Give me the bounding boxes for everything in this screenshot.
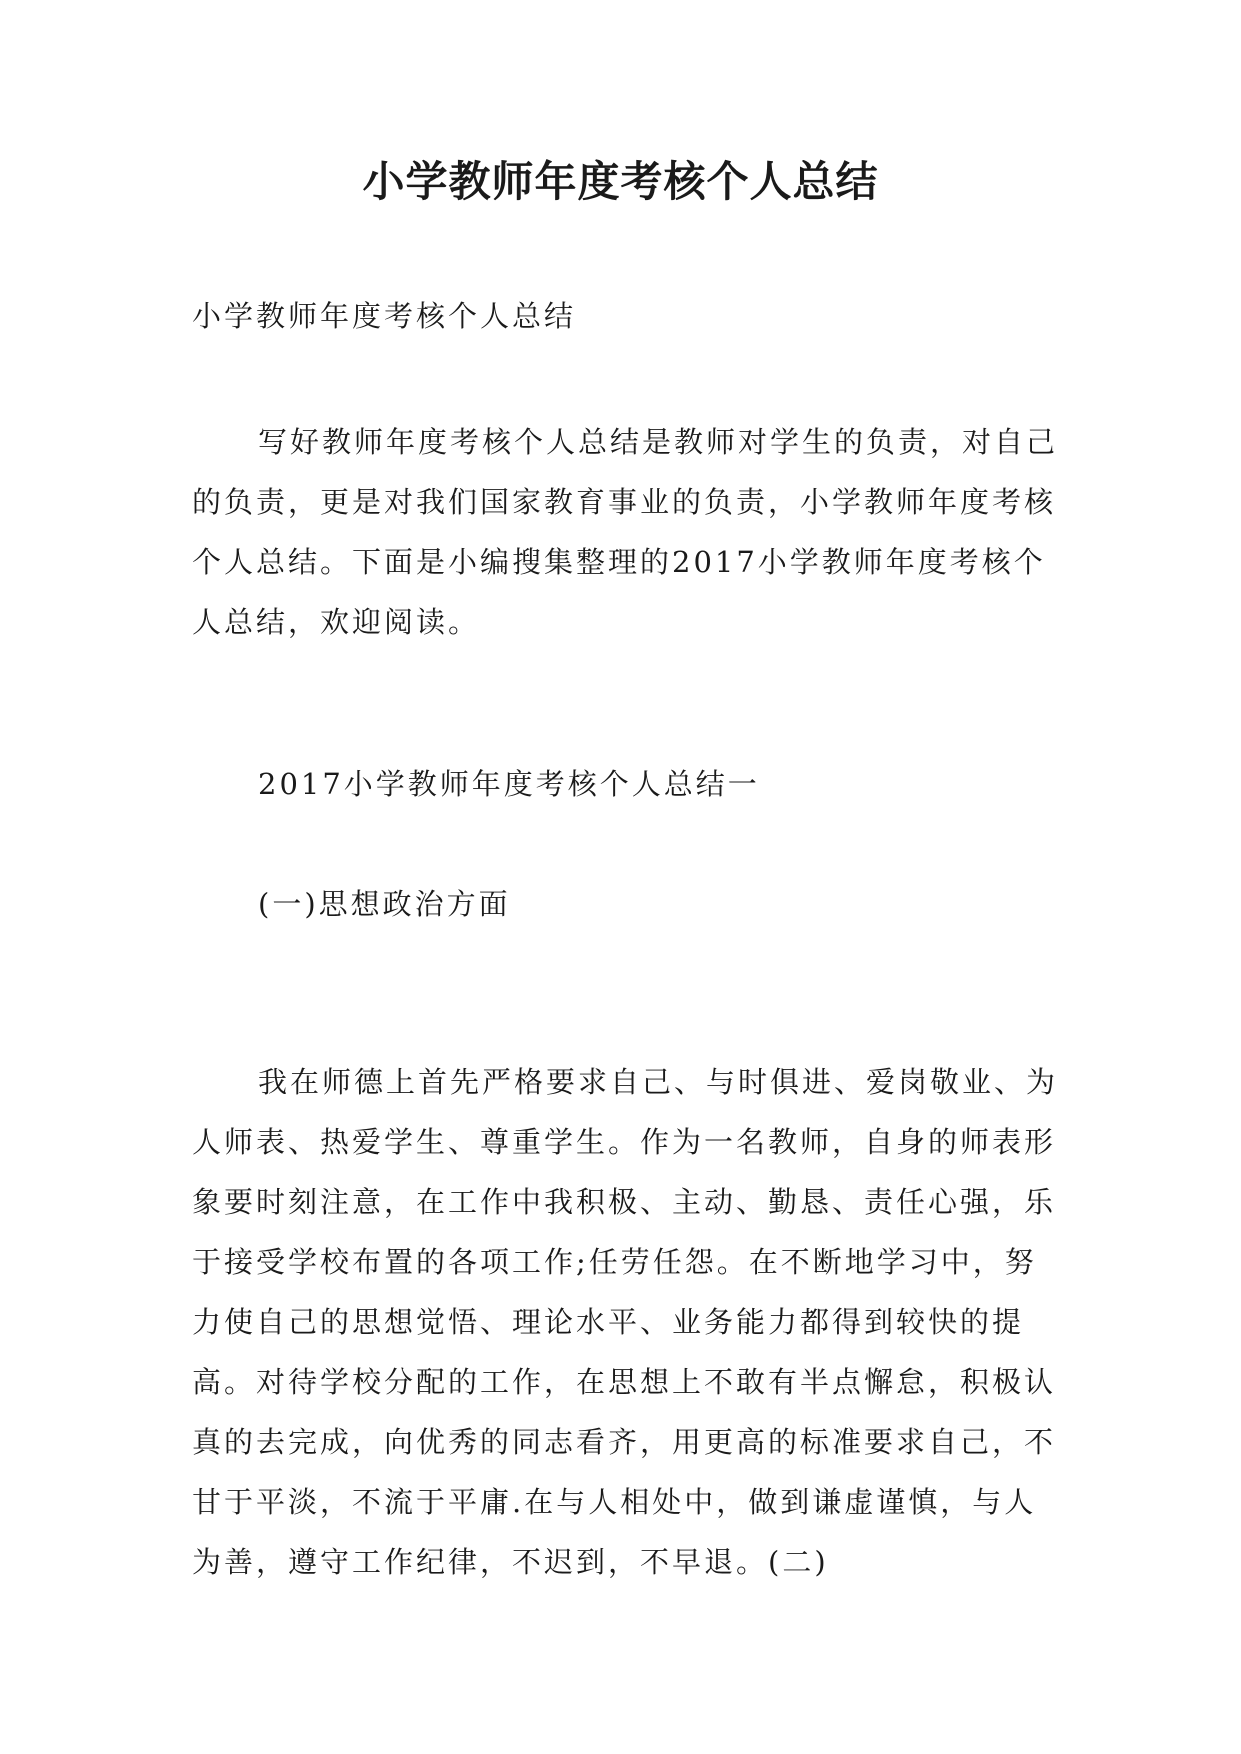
sub-heading: (一)思想政治方面 bbox=[258, 887, 511, 921]
intro-paragraph: 写好教师年度考核个人总结是教师对学生的负责，对自己的负责，更是对我们国家教育事业的负责，小学教师年度考核个人总结。下面是小编搜集整理的2017小学教师年度考核个人总结，欢迎阅读。 bbox=[192, 425, 1059, 639]
document-title: 小学教师年度考核个人总结 bbox=[362, 157, 879, 206]
body-paragraph: 我在师德上首先严格要求自己、与时俱进、爱岗敬业、为人师表、热爱学生、尊重学生。作为一名教师，自身的师表形象要时刻注意，在工作中我积极、主动、勤恳、责任心强，乐于接受学校布置的各项工作;任劳任怨。在不断地学习中，努力使自己的思想觉悟、理论水平、业务能力都得到较快的提高。对待学校分配的工作，在思想上不敢有半点懈怠，积极认真的去完成，向优秀的同志看齐，用更高的标准要求自己，不甘于平淡，不流于平庸.在与人相处中，做到谦虚谨慎，与人为善，遵守工作纪律，不迟到，不早退。(二) bbox=[192, 1065, 1059, 1579]
document-subtitle: 小学教师年度考核个人总结 bbox=[192, 299, 577, 333]
section-heading: 2017小学教师年度考核个人总结一 bbox=[258, 767, 760, 801]
